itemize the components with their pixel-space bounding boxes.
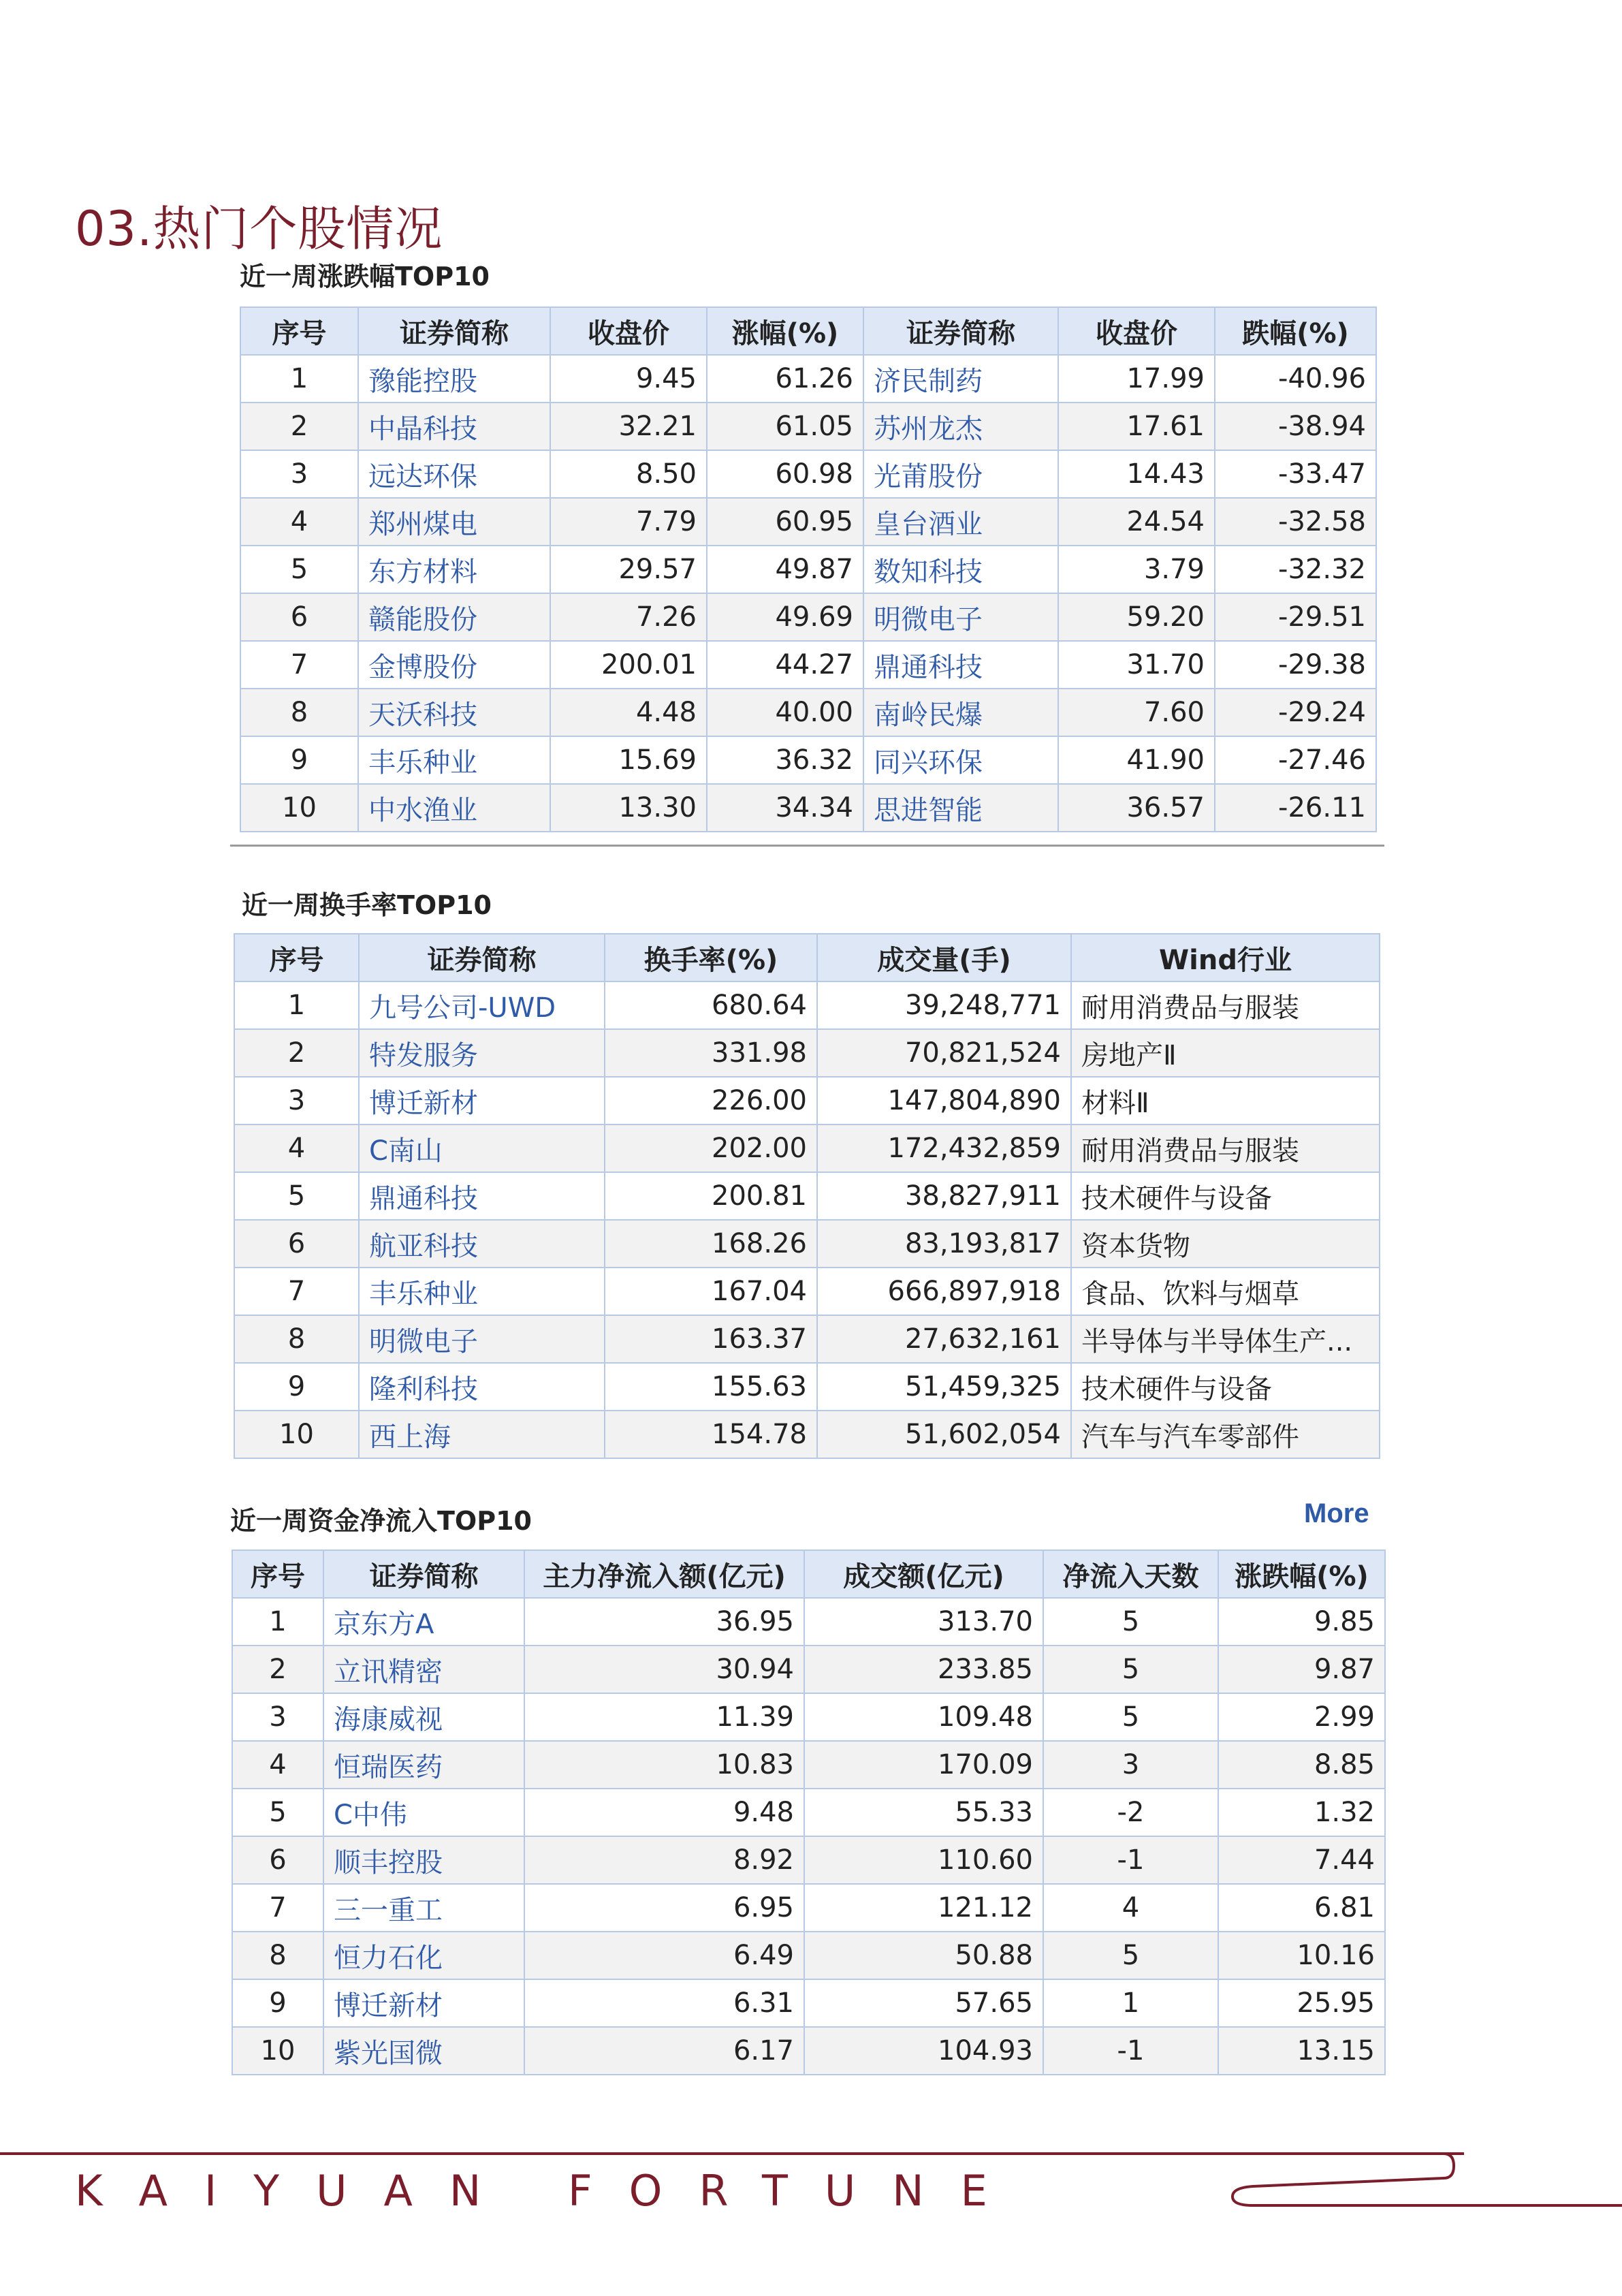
table-cell: -29.51 — [1215, 593, 1376, 641]
table-cell: 226.00 — [605, 1077, 817, 1125]
table-cell: 5 — [234, 1172, 359, 1220]
table-cell: 147,804,890 — [817, 1077, 1071, 1125]
table-cell: -33.47 — [1215, 450, 1376, 498]
column-header: 序号 — [232, 1550, 323, 1598]
column-header: 证券简称 — [323, 1550, 524, 1598]
table-row — [232, 1789, 1385, 1836]
stock-name-link[interactable]: 博迁新材 — [359, 1077, 605, 1125]
table-cell: 14.43 — [1058, 450, 1215, 498]
table-cell: 耐用消费品与服装 — [1071, 981, 1380, 1029]
column-header: 收盘价 — [550, 307, 707, 355]
table-cell: 70,821,524 — [817, 1029, 1071, 1077]
table-cell: 8 — [240, 689, 358, 736]
gain-loss-table — [240, 306, 1377, 832]
table-cell: 200.81 — [605, 1172, 817, 1220]
table-cell: 7.79 — [550, 498, 707, 546]
footer-pill-ornament — [1219, 2152, 1622, 2207]
table-cell: 7 — [232, 1884, 323, 1932]
stock-name-link[interactable]: C中伟 — [323, 1789, 524, 1836]
table-cell: -32.32 — [1215, 546, 1376, 593]
table-cell: -1 — [1043, 1836, 1218, 1884]
table-cell: 1 — [232, 1598, 323, 1646]
table-cell: 10 — [232, 2027, 323, 2075]
table-row — [232, 1693, 1385, 1741]
table-cell: 31.70 — [1058, 641, 1215, 689]
table-cell: 7 — [240, 641, 358, 689]
stock-name-link[interactable]: 金博股份 — [358, 641, 550, 689]
table-row — [232, 1598, 1385, 1646]
table-row — [240, 593, 1376, 641]
table-header-row — [234, 934, 1380, 981]
table-cell: 技术硬件与设备 — [1071, 1172, 1380, 1220]
table-cell: 666,897,918 — [817, 1268, 1071, 1315]
table-cell: 36.57 — [1058, 784, 1215, 832]
table-cell: 9 — [234, 1363, 359, 1411]
table-cell: 1 — [1043, 1979, 1218, 2027]
stock-name-link[interactable]: 天沃科技 — [358, 689, 550, 736]
table-cell: 202.00 — [605, 1125, 817, 1172]
table-cell: 24.54 — [1058, 498, 1215, 546]
turnover-table — [234, 933, 1380, 1459]
table-cell: 9.87 — [1218, 1646, 1385, 1693]
table-row — [232, 1836, 1385, 1884]
table-cell: 41.90 — [1058, 736, 1215, 784]
table-cell: 3 — [240, 450, 358, 498]
table-cell: 10 — [234, 1411, 359, 1458]
table-cell: 7.26 — [550, 593, 707, 641]
stock-name-link[interactable]: 思进智能 — [863, 784, 1058, 832]
table-row — [232, 1884, 1385, 1932]
table-cell: 39,248,771 — [817, 981, 1071, 1029]
table-cell: 27,632,161 — [817, 1315, 1071, 1363]
table-cell: -27.46 — [1215, 736, 1376, 784]
column-header: 成交量(手) — [817, 934, 1071, 981]
column-header: 换手率(%) — [605, 934, 817, 981]
column-header: 成交额(亿元) — [804, 1550, 1043, 1598]
stock-name-link[interactable]: 皇台酒业 — [863, 498, 1058, 546]
table-cell: -32.58 — [1215, 498, 1376, 546]
table-cell: 房地产Ⅱ — [1071, 1029, 1380, 1077]
column-header: 证券简称 — [863, 307, 1058, 355]
table-cell: 8 — [232, 1932, 323, 1979]
table-cell: 6.31 — [524, 1979, 804, 2027]
table-cell: 49.87 — [707, 546, 863, 593]
table-row — [240, 546, 1376, 593]
table-row — [234, 1077, 1380, 1125]
table-cell: 15.69 — [550, 736, 707, 784]
stock-name-link[interactable]: 赣能股份 — [358, 593, 550, 641]
table-cell: 170.09 — [804, 1741, 1043, 1789]
table-cell: 25.95 — [1218, 1979, 1385, 2027]
table-cell: 11.39 — [524, 1693, 804, 1741]
table-row — [240, 403, 1376, 450]
table-cell: 9.45 — [550, 355, 707, 403]
table-cell: 5 — [240, 546, 358, 593]
table-cell: 5 — [232, 1789, 323, 1836]
table-cell: 半导体与半导体生产... — [1071, 1315, 1380, 1363]
table-cell: 34.34 — [707, 784, 863, 832]
table-cell: -1 — [1043, 2027, 1218, 2075]
column-header: 证券简称 — [359, 934, 605, 981]
table-cell: 29.57 — [550, 546, 707, 593]
table-cell: 60.98 — [707, 450, 863, 498]
table-cell: 57.65 — [804, 1979, 1043, 2027]
table-cell: 8.92 — [524, 1836, 804, 1884]
column-header: 收盘价 — [1058, 307, 1215, 355]
stock-name-link[interactable]: 中晶科技 — [358, 403, 550, 450]
table-cell: 4.48 — [550, 689, 707, 736]
table-row — [234, 1029, 1380, 1077]
column-header: 净流入天数 — [1043, 1550, 1218, 1598]
table-row — [232, 2027, 1385, 2075]
column-header: 跌幅(%) — [1215, 307, 1376, 355]
table-cell: 17.61 — [1058, 403, 1215, 450]
stock-name-link[interactable]: 豫能控股 — [358, 355, 550, 403]
stock-name-link[interactable]: 苏州龙杰 — [863, 403, 1058, 450]
stock-name-link[interactable]: 丰乐种业 — [359, 1268, 605, 1315]
table-cell: 38,827,911 — [817, 1172, 1071, 1220]
stock-name-link[interactable]: 特发服务 — [359, 1029, 605, 1077]
table-cell: 6.81 — [1218, 1884, 1385, 1932]
table-cell: 6.17 — [524, 2027, 804, 2075]
table-cell: 60.95 — [707, 498, 863, 546]
table-cell: 10.16 — [1218, 1932, 1385, 1979]
table-cell: 10.83 — [524, 1741, 804, 1789]
table-row — [234, 1315, 1380, 1363]
stock-name-link[interactable]: 西上海 — [359, 1411, 605, 1458]
column-header: 序号 — [234, 934, 359, 981]
table-cell: -38.94 — [1215, 403, 1376, 450]
table-cell: 121.12 — [804, 1884, 1043, 1932]
table2-caption: 近一周换手率TOP10 — [242, 890, 492, 920]
table-cell: 5 — [1043, 1598, 1218, 1646]
column-header: 序号 — [240, 307, 358, 355]
table-cell: 4 — [240, 498, 358, 546]
table-cell: 313.70 — [804, 1598, 1043, 1646]
table-cell: 167.04 — [605, 1268, 817, 1315]
table-row — [234, 1268, 1380, 1315]
table-cell: -26.11 — [1215, 784, 1376, 832]
table-cell: 9 — [232, 1979, 323, 2027]
table-cell: 材料Ⅱ — [1071, 1077, 1380, 1125]
stock-name-link[interactable]: 同兴环保 — [863, 736, 1058, 784]
table-cell: 200.01 — [550, 641, 707, 689]
stock-name-link[interactable]: 紫光国微 — [323, 2027, 524, 2075]
table-row — [240, 498, 1376, 546]
table-cell: -29.38 — [1215, 641, 1376, 689]
table-cell: 3 — [234, 1077, 359, 1125]
section-title: 03.热门个股情况 — [75, 201, 443, 257]
stock-name-link[interactable]: 明微电子 — [359, 1315, 605, 1363]
table-cell: 233.85 — [804, 1646, 1043, 1693]
stock-name-link[interactable]: 九号公司-UWD — [359, 981, 605, 1029]
stock-name-link[interactable]: 顺丰控股 — [323, 1836, 524, 1884]
table-cell: -29.24 — [1215, 689, 1376, 736]
table-cell: 7.44 — [1218, 1836, 1385, 1884]
table-row — [234, 1363, 1380, 1411]
table-cell: 110.60 — [804, 1836, 1043, 1884]
stock-name-link[interactable]: 中水渔业 — [358, 784, 550, 832]
table-cell: 7 — [234, 1268, 359, 1315]
table-cell: -2 — [1043, 1789, 1218, 1836]
table-row — [234, 1220, 1380, 1268]
column-header: 涨跌幅(%) — [1218, 1550, 1385, 1598]
table-cell: 4 — [234, 1125, 359, 1172]
stock-name-link[interactable]: 郑州煤电 — [358, 498, 550, 546]
footer-brand: KAIYUAN FORTUNE — [75, 2166, 1024, 2216]
column-header: 涨幅(%) — [707, 307, 863, 355]
table-cell: 3 — [1043, 1741, 1218, 1789]
stock-name-link[interactable]: 丰乐种业 — [358, 736, 550, 784]
table-cell: 163.37 — [605, 1315, 817, 1363]
table1-caption: 近一周涨跌幅TOP10 — [240, 262, 490, 292]
table-cell: 6 — [240, 593, 358, 641]
table-cell: 13.15 — [1218, 2027, 1385, 2075]
table-cell: 9 — [240, 736, 358, 784]
table-cell: 3 — [232, 1693, 323, 1741]
stock-name-link[interactable]: 鼎通科技 — [359, 1172, 605, 1220]
table-cell: 技术硬件与设备 — [1071, 1363, 1380, 1411]
table-row — [240, 450, 1376, 498]
table-cell: 36.32 — [707, 736, 863, 784]
table-cell: 6.95 — [524, 1884, 804, 1932]
stock-name-link[interactable]: 光莆股份 — [863, 450, 1058, 498]
table-cell: 3.79 — [1058, 546, 1215, 593]
table-row — [234, 981, 1380, 1029]
table-cell: 155.63 — [605, 1363, 817, 1411]
table-cell: 食品、饮料与烟草 — [1071, 1268, 1380, 1315]
stock-name-link[interactable]: 三一重工 — [323, 1884, 524, 1932]
table-cell: 1.32 — [1218, 1789, 1385, 1836]
table-cell: 680.64 — [605, 981, 817, 1029]
table-cell: 109.48 — [804, 1693, 1043, 1741]
table-cell: 4 — [232, 1741, 323, 1789]
table-cell: 50.88 — [804, 1932, 1043, 1979]
table-row — [234, 1172, 1380, 1220]
table-cell: 44.27 — [707, 641, 863, 689]
table-cell: 1 — [234, 981, 359, 1029]
table-cell: 59.20 — [1058, 593, 1215, 641]
stock-name-link[interactable]: 济民制药 — [863, 355, 1058, 403]
table-cell: 6 — [234, 1220, 359, 1268]
table-cell: 5 — [1043, 1646, 1218, 1693]
table-cell: 331.98 — [605, 1029, 817, 1077]
stock-name-link[interactable]: 博迁新材 — [323, 1979, 524, 2027]
table-row — [232, 1741, 1385, 1789]
stock-name-link[interactable]: 东方材料 — [358, 546, 550, 593]
table-cell: 17.99 — [1058, 355, 1215, 403]
table-cell: 2 — [232, 1646, 323, 1693]
table1-divider — [230, 845, 1384, 847]
stock-name-link[interactable]: 京东方A — [323, 1598, 524, 1646]
table-cell: 6 — [232, 1836, 323, 1884]
table-cell: 8.85 — [1218, 1741, 1385, 1789]
table-cell: 8 — [234, 1315, 359, 1363]
table-cell: 61.05 — [707, 403, 863, 450]
table-cell: 83,193,817 — [817, 1220, 1071, 1268]
table-cell: 2.99 — [1218, 1693, 1385, 1741]
stock-name-link[interactable]: 数知科技 — [863, 546, 1058, 593]
table-cell: 9.48 — [524, 1789, 804, 1836]
table-cell: 51,602,054 — [817, 1411, 1071, 1458]
table-cell: 154.78 — [605, 1411, 817, 1458]
table-cell: 5 — [1043, 1693, 1218, 1741]
table-cell: 4 — [1043, 1884, 1218, 1932]
stock-name-link[interactable]: C南山 — [359, 1125, 605, 1172]
stock-name-link[interactable]: 隆利科技 — [359, 1363, 605, 1411]
table-header-row — [240, 307, 1376, 355]
table-row — [234, 1411, 1380, 1458]
table-cell: -40.96 — [1215, 355, 1376, 403]
table-cell: 7.60 — [1058, 689, 1215, 736]
table-cell: 资本货物 — [1071, 1220, 1380, 1268]
table-cell: 61.26 — [707, 355, 863, 403]
table-cell: 汽车与汽车零部件 — [1071, 1411, 1380, 1458]
more-link[interactable]: More — [1304, 1498, 1369, 1528]
table-row — [232, 1979, 1385, 2027]
stock-name-link[interactable]: 远达环保 — [358, 450, 550, 498]
column-header: Wind行业 — [1071, 934, 1380, 981]
column-header: 证券简称 — [358, 307, 550, 355]
table-cell: 6.49 — [524, 1932, 804, 1979]
column-header: 主力净流入额(亿元) — [524, 1550, 804, 1598]
table-cell: 2 — [240, 403, 358, 450]
stock-name-link[interactable]: 海康威视 — [323, 1693, 524, 1741]
table-cell: 耐用消费品与服装 — [1071, 1125, 1380, 1172]
table-cell: 49.69 — [707, 593, 863, 641]
table-cell: 8.50 — [550, 450, 707, 498]
table-cell: 36.95 — [524, 1598, 804, 1646]
table-cell: 10 — [240, 784, 358, 832]
table-row — [240, 784, 1376, 832]
table-row — [232, 1646, 1385, 1693]
table-row — [240, 689, 1376, 736]
stock-name-link[interactable]: 立讯精密 — [323, 1646, 524, 1693]
table-header-row — [232, 1550, 1385, 1598]
table-row — [240, 641, 1376, 689]
table-row — [240, 355, 1376, 403]
table-cell: 51,459,325 — [817, 1363, 1071, 1411]
table-cell: 13.30 — [550, 784, 707, 832]
stock-name-link[interactable]: 恒力石化 — [323, 1932, 524, 1979]
table-cell: 104.93 — [804, 2027, 1043, 2075]
table-cell: 172,432,859 — [817, 1125, 1071, 1172]
stock-name-link[interactable]: 南岭民爆 — [863, 689, 1058, 736]
table-cell: 5 — [1043, 1932, 1218, 1979]
table3-caption: 近一周资金净流入TOP10 — [230, 1506, 532, 1536]
table-row — [234, 1125, 1380, 1172]
table-cell: 2 — [234, 1029, 359, 1077]
stock-name-link[interactable]: 鼎通科技 — [863, 641, 1058, 689]
stock-name-link[interactable]: 航亚科技 — [359, 1220, 605, 1268]
table-row — [240, 736, 1376, 784]
net-inflow-table — [232, 1550, 1386, 2075]
table-cell: 1 — [240, 355, 358, 403]
table-cell: 9.85 — [1218, 1598, 1385, 1646]
stock-name-link[interactable]: 明微电子 — [863, 593, 1058, 641]
stock-name-link[interactable]: 恒瑞医药 — [323, 1741, 524, 1789]
table-cell: 55.33 — [804, 1789, 1043, 1836]
table-cell: 32.21 — [550, 403, 707, 450]
table-cell: 168.26 — [605, 1220, 817, 1268]
table-cell: 40.00 — [707, 689, 863, 736]
table-row — [232, 1932, 1385, 1979]
table-cell: 30.94 — [524, 1646, 804, 1693]
